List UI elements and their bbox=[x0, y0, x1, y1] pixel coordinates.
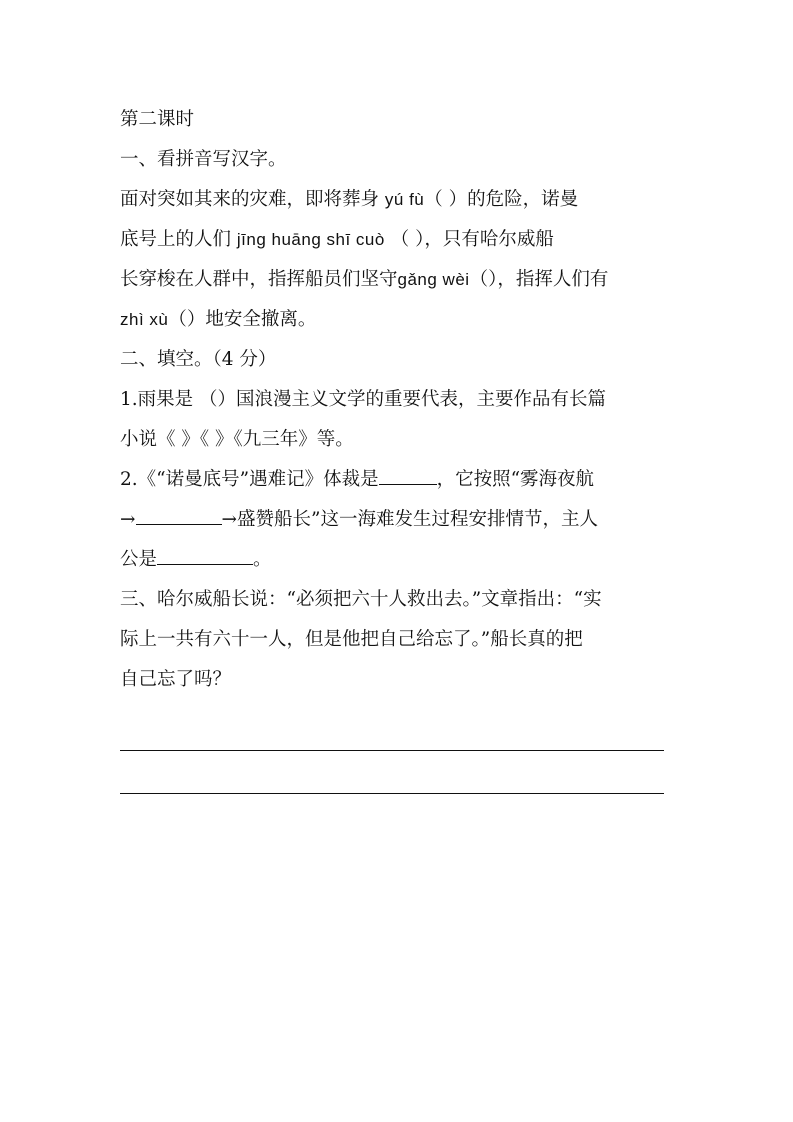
pinyin-gang-wei: gǎng wèi bbox=[397, 270, 470, 289]
section3-line2: 际上一共有六十一人，但是他把自己给忘了。”船长真的把 bbox=[120, 629, 583, 650]
section2-q2-line3-text-a: 公是 bbox=[120, 549, 158, 570]
pinyin-jing-huang-shi-cuo: jīng huāng shī cuò bbox=[236, 230, 385, 249]
section2-q1-line2: 小说《 》《 》《九三年》等。 bbox=[120, 429, 354, 450]
section1-line3 bbox=[120, 260, 676, 300]
section2-q2-line1 bbox=[120, 460, 676, 500]
pinyin-yu-fu: yú fù bbox=[384, 190, 425, 209]
answer-lines bbox=[120, 750, 664, 836]
section1-line2-text-b: （ ），只有哈尔威船 bbox=[384, 229, 554, 250]
section2-q2-line2-text-b: →盛赞船长”这一海难发生过程安排情节，主人 bbox=[221, 509, 598, 530]
section3-line3: 自己忘了吗？ bbox=[120, 669, 232, 690]
section2-q1-line1: 1.雨果是 （）国浪漫主义文学的重要代表，主要作品有长篇 bbox=[120, 389, 607, 410]
section1-line1-text-b: （ ）的危险，诺曼 bbox=[424, 189, 579, 210]
plot-answer-blank[interactable] bbox=[136, 508, 222, 525]
answer-line-1[interactable] bbox=[120, 750, 664, 751]
section1-line4 bbox=[120, 300, 676, 340]
section1-line3-text-a: 长穿梭在人群中，指挥船员们坚守 bbox=[120, 269, 398, 290]
section2-q2-line3 bbox=[120, 540, 676, 580]
arrow-text: → bbox=[120, 509, 136, 530]
section1-line1 bbox=[120, 180, 676, 220]
pinyin-zhi-xu: zhì xù bbox=[120, 310, 169, 329]
section1-heading: 一、看拼音写汉字。 bbox=[120, 149, 287, 170]
section1-line4-text-b: （）地安全撤离。 bbox=[168, 309, 317, 330]
section2-q2-line1-text-a: 2.《“诺曼底号”遇难记》体裁是 bbox=[120, 469, 379, 490]
answer-line-2[interactable] bbox=[120, 793, 664, 794]
section2-q2-line3-text-b: 。 bbox=[253, 549, 272, 570]
protagonist-answer-blank[interactable] bbox=[157, 548, 253, 565]
section2-heading: 二、填空。（4 分） bbox=[120, 349, 277, 370]
worksheet-page bbox=[120, 100, 676, 700]
section1-line2-text-a: 底号上的人们 bbox=[120, 229, 237, 250]
lesson-title: 第二课时 bbox=[120, 109, 195, 130]
section2-q2-line1-text-b: ，它按照“雾海夜航 bbox=[436, 469, 595, 490]
section1-line2 bbox=[120, 220, 676, 260]
section3-line1: 三、哈尔威船长说：“必须把六十人救出去。”文章指出：“实 bbox=[120, 589, 602, 610]
section1-line3-text-b: （），指挥人们有 bbox=[469, 269, 609, 290]
genre-answer-blank[interactable] bbox=[379, 468, 437, 485]
section2-q2-line2 bbox=[120, 500, 676, 540]
section1-line1-text-a: 面对突如其来的灾难，即将葬身 bbox=[120, 189, 385, 210]
